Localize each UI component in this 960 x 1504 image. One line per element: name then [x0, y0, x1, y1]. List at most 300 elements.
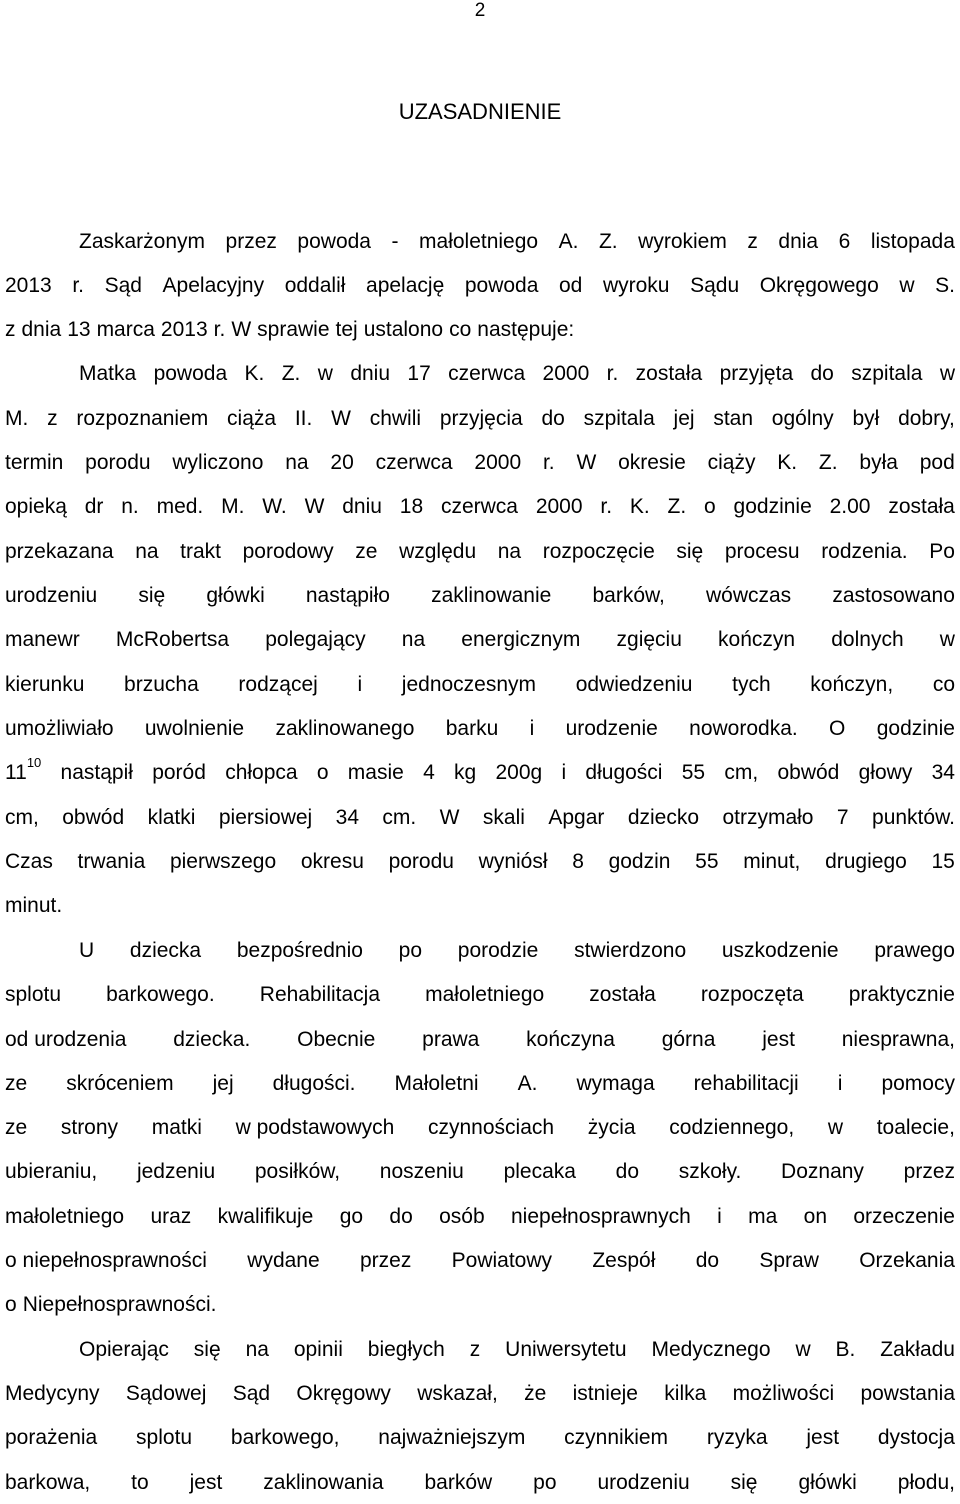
word: trwania: [77, 850, 146, 873]
word: jej: [673, 407, 695, 430]
word: chłopca: [225, 761, 298, 784]
word: ryzyka: [706, 1426, 768, 1449]
word: Apgar: [548, 806, 605, 829]
word: rodzącej: [238, 673, 318, 696]
word: 55: [681, 761, 706, 784]
word: względu: [399, 540, 477, 563]
word: górna: [661, 1028, 716, 1051]
word: życia: [587, 1116, 636, 1139]
word: Medycznego: [651, 1338, 771, 1361]
word: 2013: [5, 274, 52, 297]
word: dobry,: [898, 407, 955, 430]
word: po: [398, 939, 423, 962]
word: się: [138, 584, 166, 607]
word: prawego: [874, 939, 955, 962]
word: i: [561, 761, 567, 784]
word: orzeczenie: [853, 1205, 955, 1228]
word: 2013: [160, 318, 208, 341]
text-line: [5, 755, 955, 788]
word: sprawie: [257, 318, 330, 341]
word: urodzenie: [565, 717, 658, 740]
word: o niepełnosprawności: [5, 1249, 207, 1272]
word: Uniwersytetu: [505, 1338, 627, 1361]
word: była: [859, 451, 898, 474]
word: biegłych: [367, 1338, 445, 1361]
word: co: [932, 673, 955, 696]
word: że: [524, 1382, 547, 1405]
word: Małoletni: [394, 1072, 479, 1095]
word: zgięciu: [616, 628, 682, 651]
word: i: [529, 717, 535, 740]
word: Zakładu: [880, 1338, 955, 1361]
word: med.: [156, 495, 204, 518]
word: jest: [806, 1426, 840, 1449]
word: niesprawna,: [841, 1028, 955, 1051]
text-line: [5, 1246, 955, 1276]
word: do: [810, 362, 834, 385]
word: klatki: [147, 806, 196, 829]
word: małoletniego: [5, 1205, 125, 1228]
word: bezpośrednio: [236, 939, 363, 962]
word: Okręgowy: [296, 1382, 391, 1405]
word: jest: [762, 1028, 795, 1051]
word: głowy: [858, 761, 913, 784]
word: do: [541, 407, 565, 430]
word: skali: [482, 806, 525, 829]
word: był: [852, 407, 880, 430]
word: kg: [454, 761, 477, 784]
word: ciąża: [227, 407, 277, 430]
word: została: [888, 495, 955, 518]
word: poród: [152, 761, 206, 784]
text-line: [5, 1423, 955, 1453]
word: porażenia: [5, 1426, 98, 1449]
word: ubieraniu,: [5, 1160, 98, 1183]
word: opinii: [293, 1338, 343, 1361]
word: codziennego,: [669, 1116, 795, 1139]
word: 8: [572, 850, 584, 873]
word: U: [79, 939, 95, 962]
word: oddalił: [284, 274, 346, 297]
word: n.: [121, 495, 139, 518]
word: A.: [558, 230, 579, 253]
word: wyniósł: [478, 850, 548, 873]
word: urodzeniu: [5, 584, 98, 607]
word: okresie: [618, 451, 686, 474]
word: długości.: [272, 1072, 356, 1095]
word: do: [389, 1205, 413, 1228]
word: McRobertsa: [115, 628, 230, 651]
text-line: [5, 891, 955, 921]
word: $11^{10}$: [5, 755, 42, 784]
word: chwili: [369, 407, 422, 430]
word: obwód: [62, 806, 125, 829]
word: 7: [836, 806, 849, 829]
word: strony: [60, 1116, 119, 1139]
word: w: [939, 362, 955, 385]
word: M.: [221, 495, 245, 518]
word: na: [401, 628, 426, 651]
word: B.: [835, 1338, 856, 1361]
word: barkowego.: [106, 983, 215, 1006]
text-line: [79, 1335, 955, 1365]
word: Orzekania: [859, 1249, 955, 1272]
word: piersiowej: [218, 806, 313, 829]
word: jedzeniu: [136, 1160, 216, 1183]
word: W: [231, 318, 252, 341]
word: wymaga: [576, 1072, 655, 1095]
word: Okręgowego: [759, 274, 879, 297]
word: z: [47, 407, 58, 430]
word: i: [717, 1205, 722, 1228]
word: polegający: [265, 628, 366, 651]
word: Sądowej: [125, 1382, 207, 1405]
word: Spraw: [759, 1249, 819, 1272]
word: prawa: [422, 1028, 480, 1051]
word: nastąpiło: [305, 584, 390, 607]
text-line: [5, 271, 955, 301]
word: Niepełnosprawności.: [22, 1293, 217, 1316]
word: punktów.: [872, 806, 955, 829]
word: skróceniem: [66, 1072, 174, 1095]
word: od urodzenia: [5, 1028, 127, 1051]
word: istnieje: [572, 1382, 638, 1405]
word: 4: [423, 761, 435, 784]
word: K.: [777, 451, 798, 474]
word: Sąd: [232, 1382, 271, 1405]
word: Rehabilitacja: [259, 983, 381, 1006]
word: do: [695, 1249, 720, 1272]
word: noworodka.: [689, 717, 798, 740]
word: jednoczesnym: [401, 673, 537, 696]
word: dziecka: [129, 939, 202, 962]
text-line: [5, 625, 955, 655]
word: odwiedzeniu: [575, 673, 693, 696]
text-line: [5, 1202, 955, 1232]
word: -: [391, 230, 399, 253]
word: 2000: [535, 495, 583, 518]
text-line: [5, 537, 955, 567]
word: masie: [347, 761, 404, 784]
word: pomocy: [881, 1072, 955, 1095]
word: rehabilitacji: [693, 1072, 799, 1095]
word: dolnych: [831, 628, 904, 651]
text-line: [5, 1113, 955, 1143]
word: uszkodzenie: [721, 939, 839, 962]
text-line: [5, 581, 955, 611]
word: 2000: [542, 362, 590, 385]
word: manewr: [5, 628, 80, 651]
word: Z.: [667, 495, 687, 518]
word: 34: [335, 806, 359, 829]
word: barkowego,: [230, 1426, 340, 1449]
word: M.: [5, 407, 29, 430]
word: na: [497, 540, 522, 563]
word: o: [316, 761, 329, 784]
word: r.: [606, 362, 619, 385]
word: K.: [629, 495, 650, 518]
word: ogólny: [771, 407, 834, 430]
text-line: [5, 670, 955, 700]
word: 55: [695, 850, 719, 873]
word: wyliczono: [172, 451, 264, 474]
word: Powiatowy: [451, 1249, 553, 1272]
word: tych: [732, 673, 771, 696]
word: okresu: [300, 850, 364, 873]
word: w: [795, 1338, 811, 1361]
text-line: [5, 714, 955, 744]
word: porodu: [85, 451, 151, 474]
word: cm,: [724, 761, 759, 784]
word: 18: [399, 495, 424, 518]
word: kilka: [664, 1382, 707, 1405]
word: z: [5, 318, 16, 341]
word: pierwszego: [169, 850, 277, 873]
word: porodzie: [457, 939, 539, 962]
word: procesu: [724, 540, 800, 563]
word: otrzymało: [722, 806, 814, 829]
word: Sądu: [690, 274, 740, 297]
word: 200g: [495, 761, 543, 784]
word: ustalono: [363, 318, 444, 341]
word: Czas: [5, 850, 53, 873]
word: minut,: [743, 850, 801, 873]
word: godzinie: [733, 495, 812, 518]
word: opieką: [5, 495, 67, 518]
word: tej: [335, 318, 358, 341]
word: powstania: [860, 1382, 955, 1405]
word: czerwca: [375, 451, 453, 474]
word: kierunku: [5, 673, 85, 696]
word: przez: [225, 230, 277, 253]
word: godzin: [608, 850, 671, 873]
word: W: [576, 451, 597, 474]
word: z: [747, 230, 758, 253]
word: r.: [600, 495, 613, 518]
word: to: [131, 1471, 149, 1494]
text-line: [5, 1069, 955, 1099]
word: ma: [748, 1205, 778, 1228]
word: czerwca: [448, 362, 526, 385]
word: plecaka: [503, 1160, 576, 1183]
word: termin: [5, 451, 64, 474]
word: pod: [919, 451, 955, 474]
text-line: [5, 315, 955, 345]
word: 6: [838, 230, 851, 253]
word: po: [533, 1471, 557, 1494]
word: marca: [96, 318, 155, 341]
word: w: [317, 362, 333, 385]
word: Z.: [598, 230, 618, 253]
word: dziecka.: [173, 1028, 251, 1051]
word: wydane: [247, 1249, 320, 1272]
word: splotu: [136, 1426, 193, 1449]
word: została: [635, 362, 703, 385]
word: Po: [929, 540, 955, 563]
word: Apelacyjny: [162, 274, 265, 297]
word: następuje:: [477, 318, 575, 341]
word: możliwości: [732, 1382, 835, 1405]
word: ciąży: [707, 451, 756, 474]
word: W: [331, 407, 351, 430]
word: z: [469, 1338, 481, 1361]
word: 2000: [474, 451, 522, 474]
word: 15: [931, 850, 955, 873]
text-line: [5, 492, 955, 522]
word: ze: [5, 1072, 28, 1095]
word: przez: [903, 1160, 955, 1183]
word: godzinie: [876, 717, 955, 740]
text-line: [5, 448, 955, 478]
text-line: [5, 847, 955, 877]
text-line: [79, 936, 955, 966]
word: szpitala: [583, 407, 655, 430]
word: urodzeniu: [597, 1471, 690, 1494]
word: Z.: [281, 362, 301, 385]
word: przyjęcia: [439, 407, 523, 430]
word: brzucha: [124, 673, 199, 696]
word: S.: [935, 274, 955, 297]
word: stan: [713, 407, 754, 430]
word: powoda: [464, 274, 539, 297]
word: r.: [542, 451, 555, 474]
word: najważniejszym: [378, 1426, 526, 1449]
word: O: [829, 717, 846, 740]
word: ze: [5, 1116, 28, 1139]
word: zastosowano: [832, 584, 955, 607]
word: W: [439, 806, 460, 829]
word: szkoły.: [678, 1160, 742, 1183]
word: główki: [206, 584, 265, 607]
word: uwolnienie: [144, 717, 245, 740]
word: Medycyny: [5, 1382, 100, 1405]
text-line: [5, 404, 955, 434]
word: się: [676, 540, 704, 563]
word: została: [589, 983, 656, 1006]
text-line: [5, 1379, 955, 1409]
word: barku: [445, 717, 499, 740]
word: Zaskarżonym: [79, 230, 206, 253]
word: kończyna: [526, 1028, 615, 1051]
word: W.: [262, 495, 287, 518]
superscript: 10: [26, 755, 42, 770]
word: płodu,: [897, 1471, 955, 1494]
word: barkowa,: [5, 1471, 91, 1494]
word: zaklinowania: [263, 1471, 384, 1494]
word: cm,: [5, 806, 39, 829]
document-heading: UZASADNIENIE: [398, 99, 562, 124]
word: drugiego: [825, 850, 907, 873]
text-line: [5, 803, 955, 833]
word: wyroku: [602, 274, 670, 297]
word: matki: [151, 1116, 202, 1139]
word: na: [135, 540, 159, 563]
word: Sąd: [104, 274, 142, 297]
word: praktycznie: [848, 983, 955, 1006]
word: 2.00: [829, 495, 871, 518]
word: przyjęta: [719, 362, 794, 385]
word: trakt: [180, 540, 221, 563]
word: osób: [439, 1205, 485, 1228]
text-line: [5, 1290, 955, 1320]
word: dziecko: [627, 806, 700, 829]
word: i: [357, 673, 363, 696]
word: dnia: [778, 230, 819, 253]
word: się: [730, 1471, 758, 1494]
word: noszeniu: [379, 1160, 464, 1183]
word: K.: [244, 362, 265, 385]
word: dystocja: [877, 1426, 955, 1449]
word: zaklinowanie: [431, 584, 552, 607]
word: toalecie,: [876, 1116, 955, 1139]
word: on: [803, 1205, 828, 1228]
word: rodzenia.: [821, 540, 908, 563]
word: przez: [359, 1249, 412, 1272]
word: posiłków,: [254, 1160, 341, 1183]
text-line: [5, 1157, 955, 1187]
text-line: [79, 227, 955, 257]
word: kończyn,: [810, 673, 894, 696]
word: energicznym: [461, 628, 581, 651]
word: dniu: [350, 362, 391, 385]
word: co: [449, 318, 472, 341]
word: czynnościach: [428, 1116, 555, 1139]
word: w podstawowych: [235, 1116, 395, 1139]
word: wskazał,: [417, 1382, 498, 1405]
word: barków,: [592, 584, 665, 607]
word: małoletniego: [425, 983, 545, 1006]
word: r.: [72, 274, 84, 297]
word: splotu: [5, 983, 62, 1006]
word: rozpoznaniem: [76, 407, 209, 430]
word: stwierdzono: [574, 939, 687, 962]
word: w: [827, 1116, 844, 1139]
word: 13: [67, 318, 91, 341]
word: Z.: [818, 451, 838, 474]
word: porodu: [388, 850, 454, 873]
word: 20: [330, 451, 354, 474]
word: Doznany: [781, 1160, 864, 1183]
word: przekazana: [5, 540, 114, 563]
word: jest: [189, 1471, 223, 1494]
word: II.: [294, 407, 313, 430]
word: A.: [517, 1072, 538, 1095]
word: powoda: [297, 230, 371, 253]
word: kwalifikuje: [217, 1205, 314, 1228]
word: minut.: [5, 894, 63, 917]
page-number: 2: [474, 0, 486, 21]
word: na: [285, 451, 309, 474]
word: szpitala: [851, 362, 923, 385]
word: dniu: [342, 495, 382, 518]
word: nastąpił: [60, 761, 133, 784]
word: rozpoczęcie: [542, 540, 655, 563]
word: wówczas: [705, 584, 792, 607]
word: małoletniego: [419, 230, 539, 253]
word: cm.: [382, 806, 417, 829]
word: obwód: [777, 761, 840, 784]
word: porodowy: [242, 540, 334, 563]
word: kończyn: [718, 628, 796, 651]
word: powoda: [153, 362, 228, 385]
word: w: [939, 628, 955, 651]
word: o: [704, 495, 716, 518]
word: i: [837, 1072, 843, 1095]
word: 34: [931, 761, 955, 784]
word: czynnikiem: [564, 1426, 669, 1449]
word: główki: [798, 1471, 857, 1494]
word: ze: [355, 540, 378, 563]
